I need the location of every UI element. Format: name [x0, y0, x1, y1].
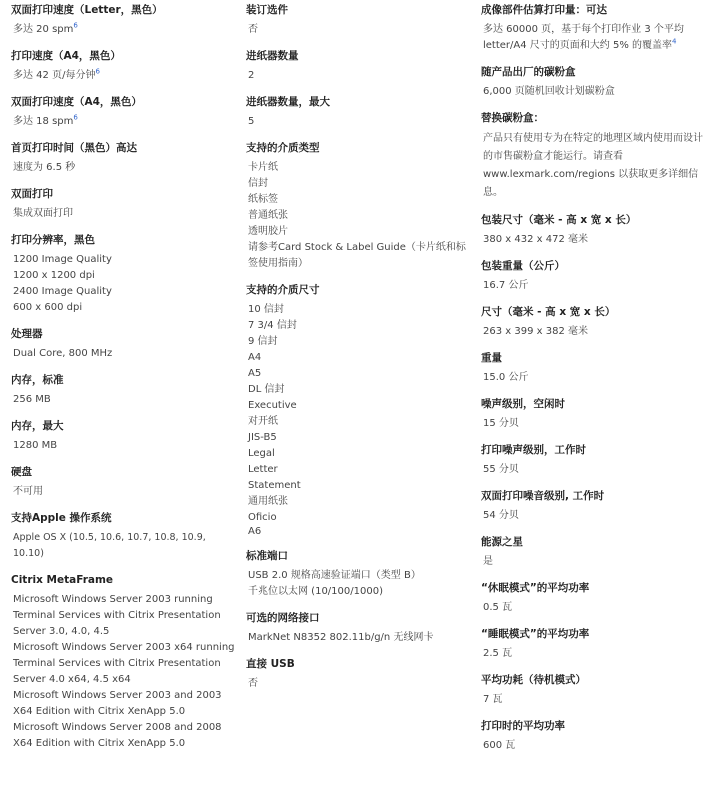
spec-print-speed-a4 [11, 50, 239, 84]
spec-value: Letter [248, 464, 278, 475]
spec-value: 7 瓦 [483, 694, 503, 705]
spec-value: 54 分贝 [483, 510, 519, 521]
spec-label: 打印分辨率，黑色 [11, 234, 95, 246]
spec-power-hibernate [481, 582, 707, 616]
spec-value: MarkNet N8352 802.11b/g/n 无线网卡 [248, 632, 434, 643]
spec-noise-idle [481, 398, 707, 432]
spec-label: 内存，标准 [11, 374, 64, 386]
spec-value: 多达 20 spm$^6$ [13, 21, 78, 35]
spec-label: 双面打印 [11, 188, 53, 200]
spec-replacement-toner [481, 112, 707, 202]
spec-label: 双面打印速度（Letter，黑色） [11, 4, 163, 16]
spec-value: Legal [248, 448, 275, 459]
footnote-ref[interactable]: 6 [73, 113, 78, 122]
spec-value: 263 x 399 x 382 毫米 [483, 326, 588, 337]
spec-label: 噪声级别，空闲时 [481, 398, 565, 410]
spec-label: 双面打印噪音级别, 工作时 [481, 490, 605, 502]
spec-first-page-time [11, 142, 239, 176]
spec-value: 速度为 6.5 秒 [13, 162, 76, 173]
spec-apple-os [11, 512, 239, 562]
spec-value: USB 2.0 规格高速验证端口（类型 B） [248, 570, 421, 581]
spec-value: 5 [248, 116, 255, 127]
spec-memory-max [11, 420, 239, 454]
spec-label: 支持的介质类型 [246, 142, 320, 154]
spec-value: 多达 42 页/每分钟$^6$ [13, 67, 100, 81]
spec-value: 600 x 600 dpi [13, 302, 83, 313]
spec-standard-ports [246, 550, 472, 600]
spec-processor [11, 328, 239, 362]
spec-label: 打印时的平均功率 [481, 720, 565, 732]
spec-label: 随产品出厂的碳粉盒 [481, 66, 576, 78]
spec-value: 256 MB [13, 394, 51, 405]
spec-value: Microsoft Windows Server 2003 running Terminal Services with Citrix Presentation Server 3.0, 4.0, 4.5 [13, 594, 221, 637]
spec-package-weight [481, 260, 707, 294]
spec-network-options [246, 612, 472, 646]
spec-value: 多达 60000 页，基于每个打印作业 3 个平均letter/A4 尺寸的页面和大约 5% 的覆盖率$^4$ [483, 24, 684, 51]
spec-value: 集成双面打印 [13, 208, 73, 219]
spec-label: 首页打印时间（黑色）高达 [11, 142, 137, 154]
spec-value: 1200 Image Quality [13, 254, 112, 265]
footnote-ref[interactable]: 6 [73, 21, 78, 30]
spec-column-2 [246, 0, 472, 704]
spec-value: 对开纸 [248, 416, 278, 427]
spec-citrix [11, 574, 239, 752]
spec-value: 0.5 瓦 [483, 602, 513, 613]
spec-weight [481, 352, 707, 386]
spec-hard-disk [11, 466, 239, 500]
spec-value: 2400 Image Quality [13, 286, 112, 297]
spec-label: 包装重量（公斤） [481, 260, 565, 272]
spec-value: 产品只有使用专为在特定的地理区域内使用而设计的市售碳粉盒才能运行。请查看www.lexmark.com/regions 以获取更多详细信息。 [483, 133, 703, 198]
spec-label: 重量 [481, 352, 502, 364]
spec-value: 1280 MB [13, 440, 58, 451]
spec-value: 9 信封 [248, 336, 278, 347]
spec-value: 信封 [248, 178, 268, 189]
spec-resolution [11, 234, 239, 316]
spec-value: Microsoft Windows Server 2008 and 2008 X64 Edition with Citrix XenApp 5.0 [13, 722, 222, 749]
spec-media-sizes [246, 284, 472, 538]
spec-column-3 [481, 0, 707, 766]
spec-value: 2 [248, 70, 255, 81]
spec-value: 380 x 432 x 472 毫米 [483, 234, 588, 245]
spec-value: Statement [248, 480, 301, 491]
spec-input-count [246, 50, 472, 84]
spec-value: Microsoft Windows Server 2003 and 2003 X64 Edition with Citrix XenApp 5.0 [13, 690, 222, 717]
spec-input-count-max [246, 96, 472, 130]
spec-value: 多达 18 spm$^6$ [13, 113, 78, 127]
spec-value: 15 分贝 [483, 418, 519, 429]
footnote-ref[interactable]: 6 [95, 67, 100, 76]
spec-label: 打印噪声级别，工作时 [481, 444, 586, 456]
spec-value: 不可用 [13, 486, 43, 497]
spec-imaging-unit-yield [481, 4, 707, 54]
spec-label: 双面打印速度（A4，黑色） [11, 96, 142, 108]
spec-label: 包装尺寸（毫米 - 高 x 宽 x 长） [481, 214, 637, 226]
spec-label: 标准端口 [246, 550, 288, 562]
spec-power-sleep [481, 628, 707, 662]
spec-column-1 [11, 0, 239, 764]
spec-label: 尺寸（毫米 - 高 x 宽 x 长） [481, 306, 616, 318]
spec-direct-usb [246, 658, 472, 692]
spec-label: 支持Apple 操作系统 [11, 512, 112, 524]
spec-label: 硬盘 [11, 466, 32, 478]
spec-value: A4 [248, 352, 262, 363]
spec-value: 1200 x 1200 dpi [13, 270, 95, 281]
spec-value: 透明胶片 [248, 226, 288, 237]
spec-value: 6,000 页随机回收计划碳粉盒 [483, 86, 615, 97]
spec-value: 7 3/4 信封 [248, 320, 297, 331]
spec-value: A6 [248, 526, 262, 537]
spec-duplex-speed-a4 [11, 96, 239, 130]
spec-value: 纸标签 [248, 194, 278, 205]
spec-value: 千兆位以太网 (10/100/1000) [248, 586, 383, 597]
spec-value: 否 [248, 24, 258, 35]
spec-label: 进纸器数量，最大 [246, 96, 330, 108]
spec-value: 55 分贝 [483, 464, 519, 475]
spec-energy-star [481, 536, 707, 570]
spec-label: Citrix MetaFrame [11, 574, 114, 586]
spec-value: Dual Core, 800 MHz [13, 348, 113, 359]
spec-value: 10 信封 [248, 304, 284, 315]
spec-noise-duplex [481, 490, 707, 524]
spec-value: A5 [248, 368, 262, 379]
spec-duplex [11, 188, 239, 222]
spec-label: 进纸器数量 [246, 50, 299, 62]
footnote-ref[interactable]: 4 [672, 37, 677, 46]
spec-power-standby [481, 674, 707, 708]
spec-value: 16.7 公斤 [483, 280, 529, 291]
spec-label: 直接 USB [246, 658, 295, 670]
spec-value: 否 [248, 678, 258, 689]
spec-toner-in-box [481, 66, 707, 100]
spec-power-printing [481, 720, 707, 754]
spec-value: Executive [248, 400, 297, 411]
spec-label: 打印速度（A4，黑色） [11, 50, 121, 62]
spec-duplex-speed-letter [11, 4, 239, 38]
spec-value: Oficio [248, 512, 277, 523]
spec-media-types [246, 142, 472, 272]
spec-label: 成像部件估算打印量：可达 [481, 4, 607, 16]
spec-label: 替换碳粉盒： [481, 112, 544, 124]
spec-value: 600 瓦 [483, 740, 516, 751]
spec-value: 2.5 瓦 [483, 648, 513, 659]
spec-value: 请参考Card Stock & Label Guide（卡片纸和标签使用指南） [248, 242, 466, 269]
spec-label: 可选的网络接口 [246, 612, 320, 624]
spec-value: 15.0 公斤 [483, 372, 529, 383]
spec-label: 能源之星 [481, 536, 523, 548]
spec-value: 是 [483, 556, 493, 567]
spec-label: 平均功耗（待机模式） [481, 674, 586, 686]
spec-label: 支持的介质尺寸 [246, 284, 320, 296]
spec-label: 内存，最大 [11, 420, 64, 432]
spec-package-dimensions [481, 214, 707, 248]
spec-label: 装订选件 [246, 4, 288, 16]
spec-value: 卡片纸 [248, 162, 278, 173]
spec-value: JIS-B5 [248, 432, 277, 443]
spec-value: 通用纸张 [248, 496, 288, 507]
spec-memory-standard [11, 374, 239, 408]
spec-value: Microsoft Windows Server 2003 x64 running Terminal Services with Citrix Presentation Server 4.0 x64, 4.5 x64 [13, 642, 235, 685]
spec-label: “睡眠模式”的平均功率 [481, 628, 590, 640]
spec-finishing [246, 4, 472, 38]
spec-value: Apple OS X (10.5, 10.6, 10.7, 10.8, 10.9, 10.10) [13, 532, 206, 559]
spec-label: “休眠模式”的平均功率 [481, 582, 590, 594]
spec-noise-printing [481, 444, 707, 478]
spec-dimensions [481, 306, 707, 340]
spec-value: DL 信封 [248, 384, 285, 395]
spec-label: 处理器 [11, 328, 43, 340]
spec-value: 普通纸张 [248, 210, 288, 221]
